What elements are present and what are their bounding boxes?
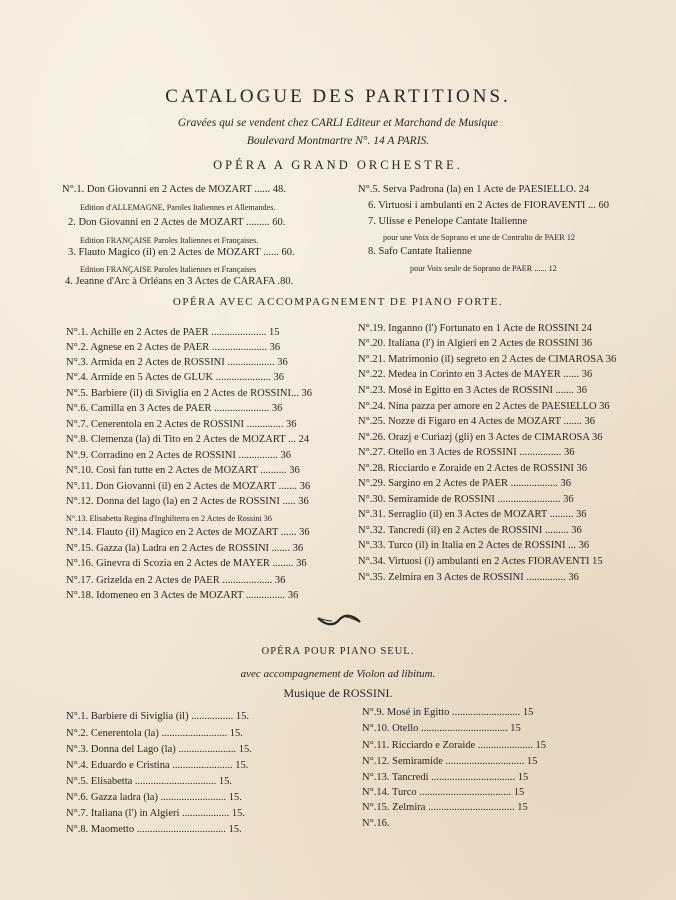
address-line: Boulevard Montmartre N°. 14 A PARIS.: [246, 135, 430, 147]
list-item: N°.10. Otello ................................. 15: [362, 723, 521, 734]
list-item: N°.2. Agnese en 2 Actes de PAER ..................... 36: [66, 342, 281, 353]
page-title: CATALOGUE DES PARTITIONS.: [165, 86, 511, 107]
list-item: N°.14. Turco ................................... 15: [362, 787, 525, 798]
list-item: N°.6. Gazza ladra (la) ......................... 15.: [66, 792, 242, 803]
list-item: N°.3. Armida en 2 Actes de ROSSINI .................. 36: [66, 357, 288, 368]
list-item: N°.1. Don Giovanni en 2 Actes de MOZART ...... 48.: [62, 184, 286, 195]
list-item: N°.12. Semiramide .............................. 15: [362, 756, 538, 767]
list-item: N°.18. Idomeneo en 3 Actes de MOZART ............... 36: [66, 590, 299, 601]
list-item: N°.21. Matrimonio (il) segreto en 2 Actes de CIMAROSA 36: [358, 354, 617, 365]
list-item: N°.15. Zelmira ................................. 15: [362, 802, 528, 813]
composer-line: Musique de ROSSINI.: [283, 686, 393, 700]
list-item: N°.12. Donna del lago (la) en 2 Actes de ROSSINI ..... 36: [66, 496, 309, 507]
list-item: N°.23. Mosé in Egitto en 3 Actes de ROSSINI ....... 36: [358, 385, 588, 396]
list-item: N°.4. Eduardo e Cristina ....................... 15.: [66, 760, 249, 771]
list-item: N°.19. Inganno (l') Fortunato en 1 Acte de ROSSINI 24: [358, 323, 592, 334]
list-item: N°.4. Armide en 5 Actes de GLUK ..................... 36: [66, 372, 284, 383]
list-item: N°.14. Flauto (il) Magico en 2 Actes de MOZART ...... 36: [66, 527, 310, 538]
list-item: N°.3. Donna del Lago (la) ...................... 15.: [66, 744, 252, 755]
list-item: N°.35. Zelmira en 3 Actes de ROSSINI ............... 36: [358, 572, 579, 583]
list-item: N°.17. Grizelda en 2 Actes de PAER ................... 36: [66, 575, 286, 586]
list-item: N°.34. Virtuosi (i) ambulanti en 2 Actes FIORAVENTI 15: [358, 556, 603, 567]
list-item: N°.1. Achille en 2 Actes de PAER ..................... 15: [66, 327, 280, 338]
list-item: N°.13. Tancredi ................................ 15: [362, 772, 529, 783]
list-item: N°.26. Orazj e Curiazj (gli) en 3 Actes de CIMAROSA 36: [358, 432, 603, 443]
list-item: N°.5. Barbiere (il) di Siviglia en 2 Actes de ROSSINI... 36: [66, 388, 312, 399]
list-item: N°.32. Tancredi (il) en 2 Actes de ROSSINI ......... 36: [358, 525, 582, 536]
publisher-line: Gravées qui se vendent chez CARLI Editeur et Marchand de Musique: [177, 117, 499, 129]
list-item: N°.16. Ginevra di Scozia en 2 Actes de MAYER ........ 36: [66, 558, 307, 569]
list-item: N°.1. Barbiere di Siviglia (il) ................ 15.: [66, 711, 249, 722]
list-item: 6. Virtuosi i ambulanti en 2 Actes de FIORAVENTI ... 60: [368, 200, 610, 211]
list-item: N°.7. Italiana (l') in Algieri .................. 15.: [66, 808, 246, 819]
list-item-note: Edition d'ALLEMAGNE, Paroles Italiennes et Allemandes.: [80, 203, 276, 212]
list-item-note: Edition FRANÇAISE Paroles Italiennes et Françaises: [80, 265, 257, 274]
list-item: N°.13. Elisabetta Regina d'Inghilterra en 2 Actes de Rossini 36: [66, 514, 272, 523]
list-item-note: pour une Voix de Soprano et une de Contralto de PAER 12: [383, 233, 576, 242]
list-item: N°.20. Italiana (l') in Algieri en 2 Actes de ROSSINI 36: [358, 338, 593, 349]
list-item: N°.31. Serraglio (il) en 3 Actes de MOZART ......... 36: [358, 509, 587, 520]
list-item: N°.5. Serva Padrona (la) en 1 Acte de PAESIELLO. 24: [358, 184, 590, 195]
section-heading-grand-orchestre: OPÉRA A GRAND ORCHESTRE.: [213, 158, 463, 172]
list-item: N°.10. Cosi fan tutte en 2 Actes de MOZART .......... 36: [66, 465, 300, 476]
list-item: N°.29. Sargino en 2 Actes de PAER .................. 36: [358, 478, 572, 489]
list-item: N°.24. Nina pazza per amore en 2 Actes de PAESIELLO 36: [358, 401, 610, 412]
list-item: N°.11. Ricciardo e Zoraide ..................... 15: [362, 740, 547, 751]
list-item: N°.28. Ricciardo e Zoraide en 2 Actes de ROSSINI 36: [358, 463, 588, 474]
list-item: N°.33. Turco (il) in Italia en 2 Actes de ROSSINI ... 36: [358, 540, 590, 551]
list-item: 7. Ulisse e Penelope Cantate Italienne: [368, 216, 528, 227]
list-item: N°.25. Nozze di Figaro en 4 Actes de MOZART ....... 36: [358, 416, 595, 427]
list-item: N°.9. Corradino en 2 Actes de ROSSINI ............... 36: [66, 450, 291, 461]
list-item: N°.9. Mosé in Egitto .......................... 15: [362, 707, 534, 718]
list-item: N°.5. Elisabetta ............................... 15.: [66, 776, 233, 787]
list-item: N°.27. Otello en 3 Actes de ROSSINI ................ 36: [358, 447, 575, 458]
list-item: N°.30. Semiramide de ROSSINI ........................ 36: [358, 494, 574, 505]
list-item: N°.8. Clemenza (la) di Tito en 2 Actes de MOZART ... 24: [66, 434, 310, 445]
list-item-note: Edition FRANÇAISE Paroles Italiennes et Françaises.: [80, 236, 259, 245]
list-item: 4. Jeanne d'Arc à Orléans en 3 Actes de CARAFA .80.: [65, 276, 294, 287]
section-heading-piano-seul: OPÉRA POUR PIANO SEUL.: [261, 646, 415, 657]
list-item: N°.7. Cenerentola en 2 Actes de ROSSINI .............. 36: [66, 419, 297, 430]
list-item: N°.15. Gazza (la) Ladra en 2 Actes de ROSSINI ....... 36: [66, 543, 304, 554]
list-item: N°.16.: [362, 818, 390, 829]
ornament-divider-icon: [316, 612, 362, 632]
list-item: N°.11. Don Giovanni (il) en 2 Actes de MOZART ....... 36: [66, 481, 311, 492]
list-item: N°.6. Camilla en 3 Actes de PAER ..................... 36: [66, 403, 283, 414]
section-subheading: avec accompagnement de Violon ad libitum.: [240, 668, 436, 680]
list-item: N°.2. Cenerentola (la) ......................... 15.: [66, 728, 243, 739]
section-heading-piano-forte: OPÉRA AVEC ACCOMPAGNEMENT DE PIANO FORTE.: [172, 296, 504, 308]
list-item-note: pour Voix seule de Soprano de PAER ...... 12: [410, 264, 557, 273]
list-item: 2. Don Giovanni en 2 Actes de MOZART ......... 60.: [68, 217, 286, 228]
list-item: N°.8. Maometto .................................. 15.: [66, 824, 242, 835]
list-item: N°.22. Medea in Corinto en 3 Actes de MAYER ...... 36: [358, 369, 593, 380]
list-item: 8. Safo Cantate Italienne: [368, 246, 472, 257]
list-item: 3. Flauto Magico (il) en 2 Actes de MOZART ...... 60.: [68, 247, 295, 258]
